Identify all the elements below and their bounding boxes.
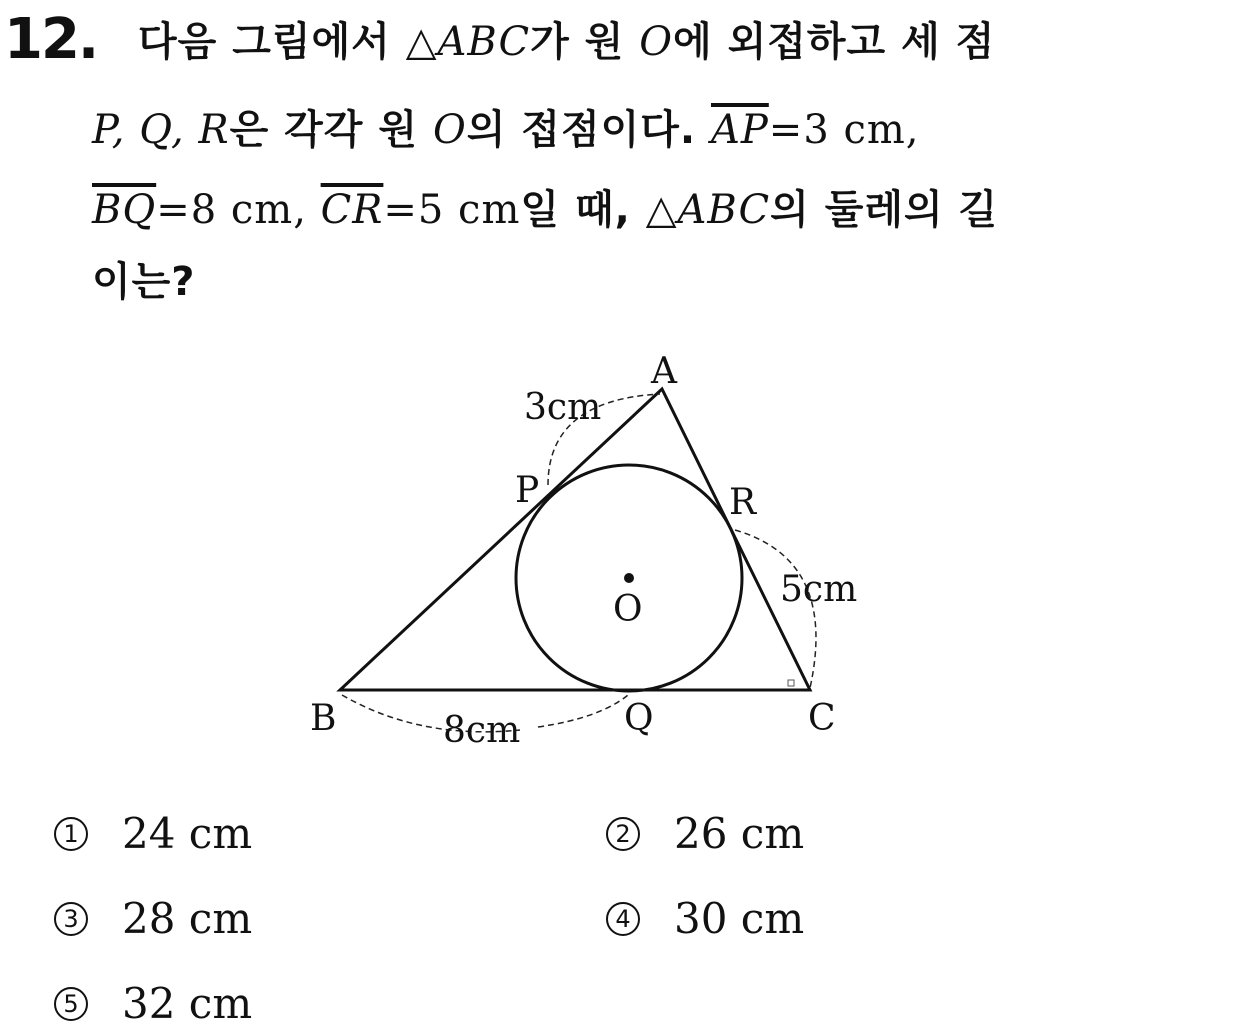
choice-number: 2: [606, 817, 640, 851]
choice-text: 26 cm: [674, 809, 805, 858]
triangle-symbol: △: [405, 19, 438, 65]
math-abc: ABC: [437, 19, 531, 65]
segment-bq: $\overline{BQ}$: [92, 187, 157, 233]
math-o: O: [432, 107, 467, 153]
choice-text: 28 cm: [122, 894, 253, 943]
choice-number: 4: [606, 902, 640, 936]
choice-number: 5: [54, 987, 88, 1021]
math-pqr: P, Q, R: [92, 107, 230, 153]
text: 에 외접하고 세 점: [673, 19, 996, 65]
measure-cr: 5cm: [780, 569, 858, 610]
question-number: 12.: [4, 7, 98, 72]
center-point: [624, 573, 634, 583]
choice-3[interactable]: [54, 891, 252, 947]
bq-value: =8 cm,: [156, 187, 321, 233]
math-abc: ABC: [677, 187, 771, 233]
label-p: P: [515, 470, 540, 511]
right-angle-mark: [788, 680, 794, 686]
segment-ap: $\overline{AP}$: [710, 107, 769, 153]
ap-value: =3 cm,: [768, 107, 920, 153]
triangle-abc: [340, 389, 810, 690]
segment-cr: $\overline{CR}$: [320, 187, 384, 233]
text: 의 접점이다.: [466, 107, 711, 153]
choice-text: 30 cm: [674, 894, 805, 943]
text: 다음 그림에서: [138, 19, 406, 65]
measure-ap: 3cm: [524, 387, 602, 428]
text: 은 각각 원: [229, 107, 433, 153]
choice-number: 1: [54, 817, 88, 851]
label-a: A: [651, 351, 677, 392]
choice-5[interactable]: [54, 976, 252, 1032]
measure-bq: 8cm: [443, 710, 521, 751]
label-b: B: [310, 698, 337, 739]
text: 일 때,: [520, 187, 646, 233]
choice-text: 32 cm: [122, 979, 253, 1028]
question-line-4: 이는?: [92, 259, 196, 305]
choice-number: 3: [54, 902, 88, 936]
text: 가 원: [530, 19, 640, 65]
triangle-symbol: △: [645, 187, 678, 233]
label-o: O: [613, 589, 643, 630]
choice-2[interactable]: [606, 806, 804, 862]
choice-text: 24 cm: [122, 809, 253, 858]
math-o: O: [639, 19, 674, 65]
cr-value: =5 cm: [383, 187, 521, 233]
label-q: Q: [624, 698, 654, 739]
label-c: C: [808, 698, 836, 739]
text: 의 둘레의 길: [770, 187, 999, 233]
choice-4[interactable]: [606, 891, 804, 947]
choice-1[interactable]: [54, 806, 252, 862]
arc-bq-right: [538, 695, 628, 727]
label-r: R: [729, 482, 757, 523]
